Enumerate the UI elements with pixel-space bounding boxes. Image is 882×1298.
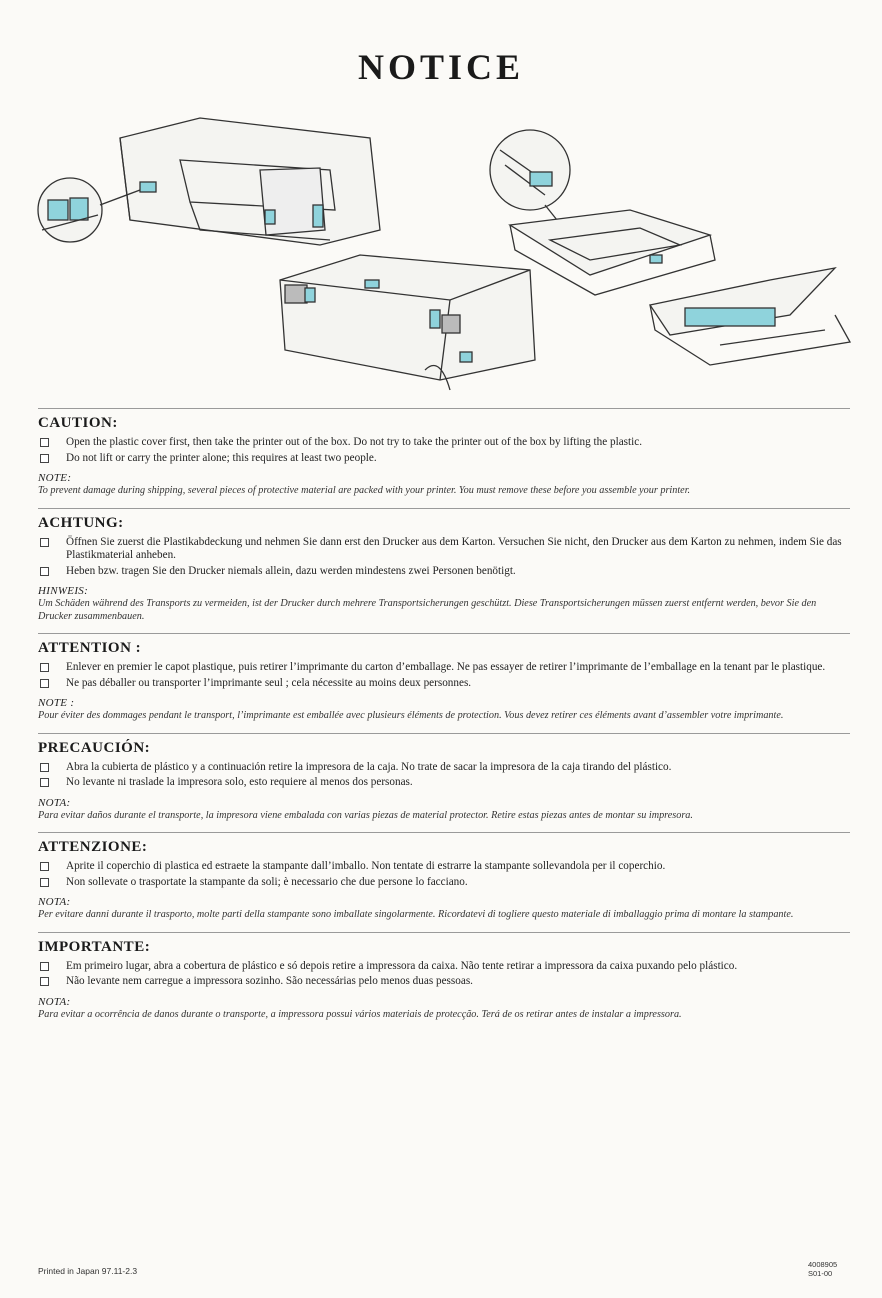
printer-front-image [38,118,380,245]
section-heading: ATTENZIONE: [38,839,148,855]
list-item [38,975,850,989]
note-text: Um Schäden während des Transports zu vermeiden, ist der Drucker durch mehrere Transportsicherungen geschützt. Diese Transportsicherungen müssen zuerst entfernt werden, bevor Sie den Drucker zusammenbauen. [38,598,817,622]
section-heading: PRECAUCIÓN: [38,739,151,756]
list-item [38,761,850,775]
note-heading: NOTA: [38,896,71,908]
item-text: Enlever en premier le capot plastique, puis retirer l’imprimante du carton d’emballage. Ne pas essayer de retirer l’imprimante de l’emballage en la tenant par le plastique. [66,661,826,673]
section-it [38,832,850,922]
section-es [38,733,850,823]
note-text: Pour éviter des dommages pendant le transport, l’imprimante est emballée avec plusieurs éléments de protection. Vous devez retirer ces éléments avant d’assembler votre imprimante. [38,710,784,721]
code-line: 4008905 [808,1260,838,1269]
note-text: Para evitar a ocorrência de danos durante o transporte, a impressora possui vários materiais de protecção. Terá de os retirar antes de instalar a impressora. [38,1008,682,1020]
note-text: To prevent damage during shipping, several pieces of protective material are packed with your printer. You must remove these before you assemble your printer. [38,485,691,496]
checkbox-bullet-icon [40,567,49,576]
section-fr [38,633,850,723]
list-item [38,960,850,974]
list-item [38,536,850,563]
note-text: Para evitar daños durante el transporte, la impresora viene embalada con varias piezas de material protector. Retire estas piezas antes de montar su impresora. [38,809,693,821]
section-heading: IMPORTANTE: [38,938,151,955]
note-heading: NOTE: [38,472,72,484]
checkbox-bullet-icon [40,663,49,672]
item-text: Abra la cubierta de plástico y a continuación retire la impresora de la caja. No trate de sacar la impresora de la caja tirando del plástico. [66,760,672,773]
section-heading: ACHTUNG: [38,514,124,531]
document-code [808,1260,837,1278]
item-text: Heben bzw. tragen Sie den Drucker niemals allein, dazu werden mindestens zwei Personen benötigt. [66,564,516,577]
list-item [38,860,850,874]
list-item [38,776,850,790]
note-heading: HINWEIS: [38,585,89,597]
checkbox-bullet-icon [40,679,49,688]
checkbox-bullet-icon [40,763,49,772]
note-heading: NOTA: [38,796,71,809]
list-item [38,565,850,579]
checkbox-bullet-icon [40,538,49,547]
open-tray-image [650,268,850,365]
checkbox-bullet-icon [40,778,49,787]
checkbox-bullet-icon [40,438,49,447]
note-heading: NOTE : [38,697,75,709]
illustration-printers [30,110,860,400]
code-line: S01-00 [808,1269,833,1278]
list-item [38,452,850,466]
item-text: Ne pas déballer ou transporter l’imprimante seul ; cela nécessite au moins deux personnes. [66,676,472,689]
list-item [38,876,850,890]
notice-sections [38,408,850,1031]
item-text: Open the plastic cover first, then take the printer out of the box. Do not try to take the printer out of the box by lifting the plastic. [66,436,643,448]
item-text: Em primeiro lugar, abra a cobertura de plástico e só depois retire a impressora da caixa. Não tente retirar a impressora da caixa puxando pelo plástico. [66,959,738,972]
checkbox-bullet-icon [40,878,49,887]
item-text: Não levante nem carregue a impressora sozinho. São necessárias pelo menos duas pessoas. [66,975,473,987]
item-text: Aprite il coperchio di plastica ed estraete la stampante dall’imballo. Non tentate di estrarre la stampante sollevandola per il coperchio. [66,860,666,872]
item-text: Do not lift or carry the printer alone; this requires at least two people. [66,451,377,464]
note-heading: NOTA: [38,995,71,1008]
printer-rear-image [280,255,535,390]
page-title: NOTICE [357,47,525,87]
checkbox-bullet-icon [40,862,49,871]
checkbox-bullet-icon [40,454,49,463]
section-de [38,508,850,624]
section-heading: ATTENTION : [38,640,142,656]
checkbox-bullet-icon [40,962,49,971]
item-text: No levante ni traslade la impresora solo, esto requiere al menos dos personas. [66,776,413,788]
list-item [38,677,850,691]
item-text: Non sollevate o trasportate la stampante da soli; è necessario che due persone lo facciano. [66,875,468,888]
list-item [38,436,850,450]
item-text: Öffnen Sie zuerst die Plastikabdeckung und nehmen Sie dann erst den Drucker aus dem Karton. Versuchen Sie nicht, den Drucker aus dem Karton zu nehmen, indem Sie das Plastikmaterial anheben. [66,535,842,561]
section-pt [38,932,850,1022]
section-heading: CAUTION: [38,415,118,431]
printed-in-footer: Printed in Japan 97.11-2.3 [38,1266,138,1276]
section-en [38,408,850,498]
list-item [38,661,850,675]
note-text: Per evitare danni durante il trasporto, molte parti della stampante sono imballate singolarmente. Ricordatevi di togliere questo materiale di imballaggio prima di montare la stampante. [38,909,794,920]
checkbox-bullet-icon [40,977,49,986]
